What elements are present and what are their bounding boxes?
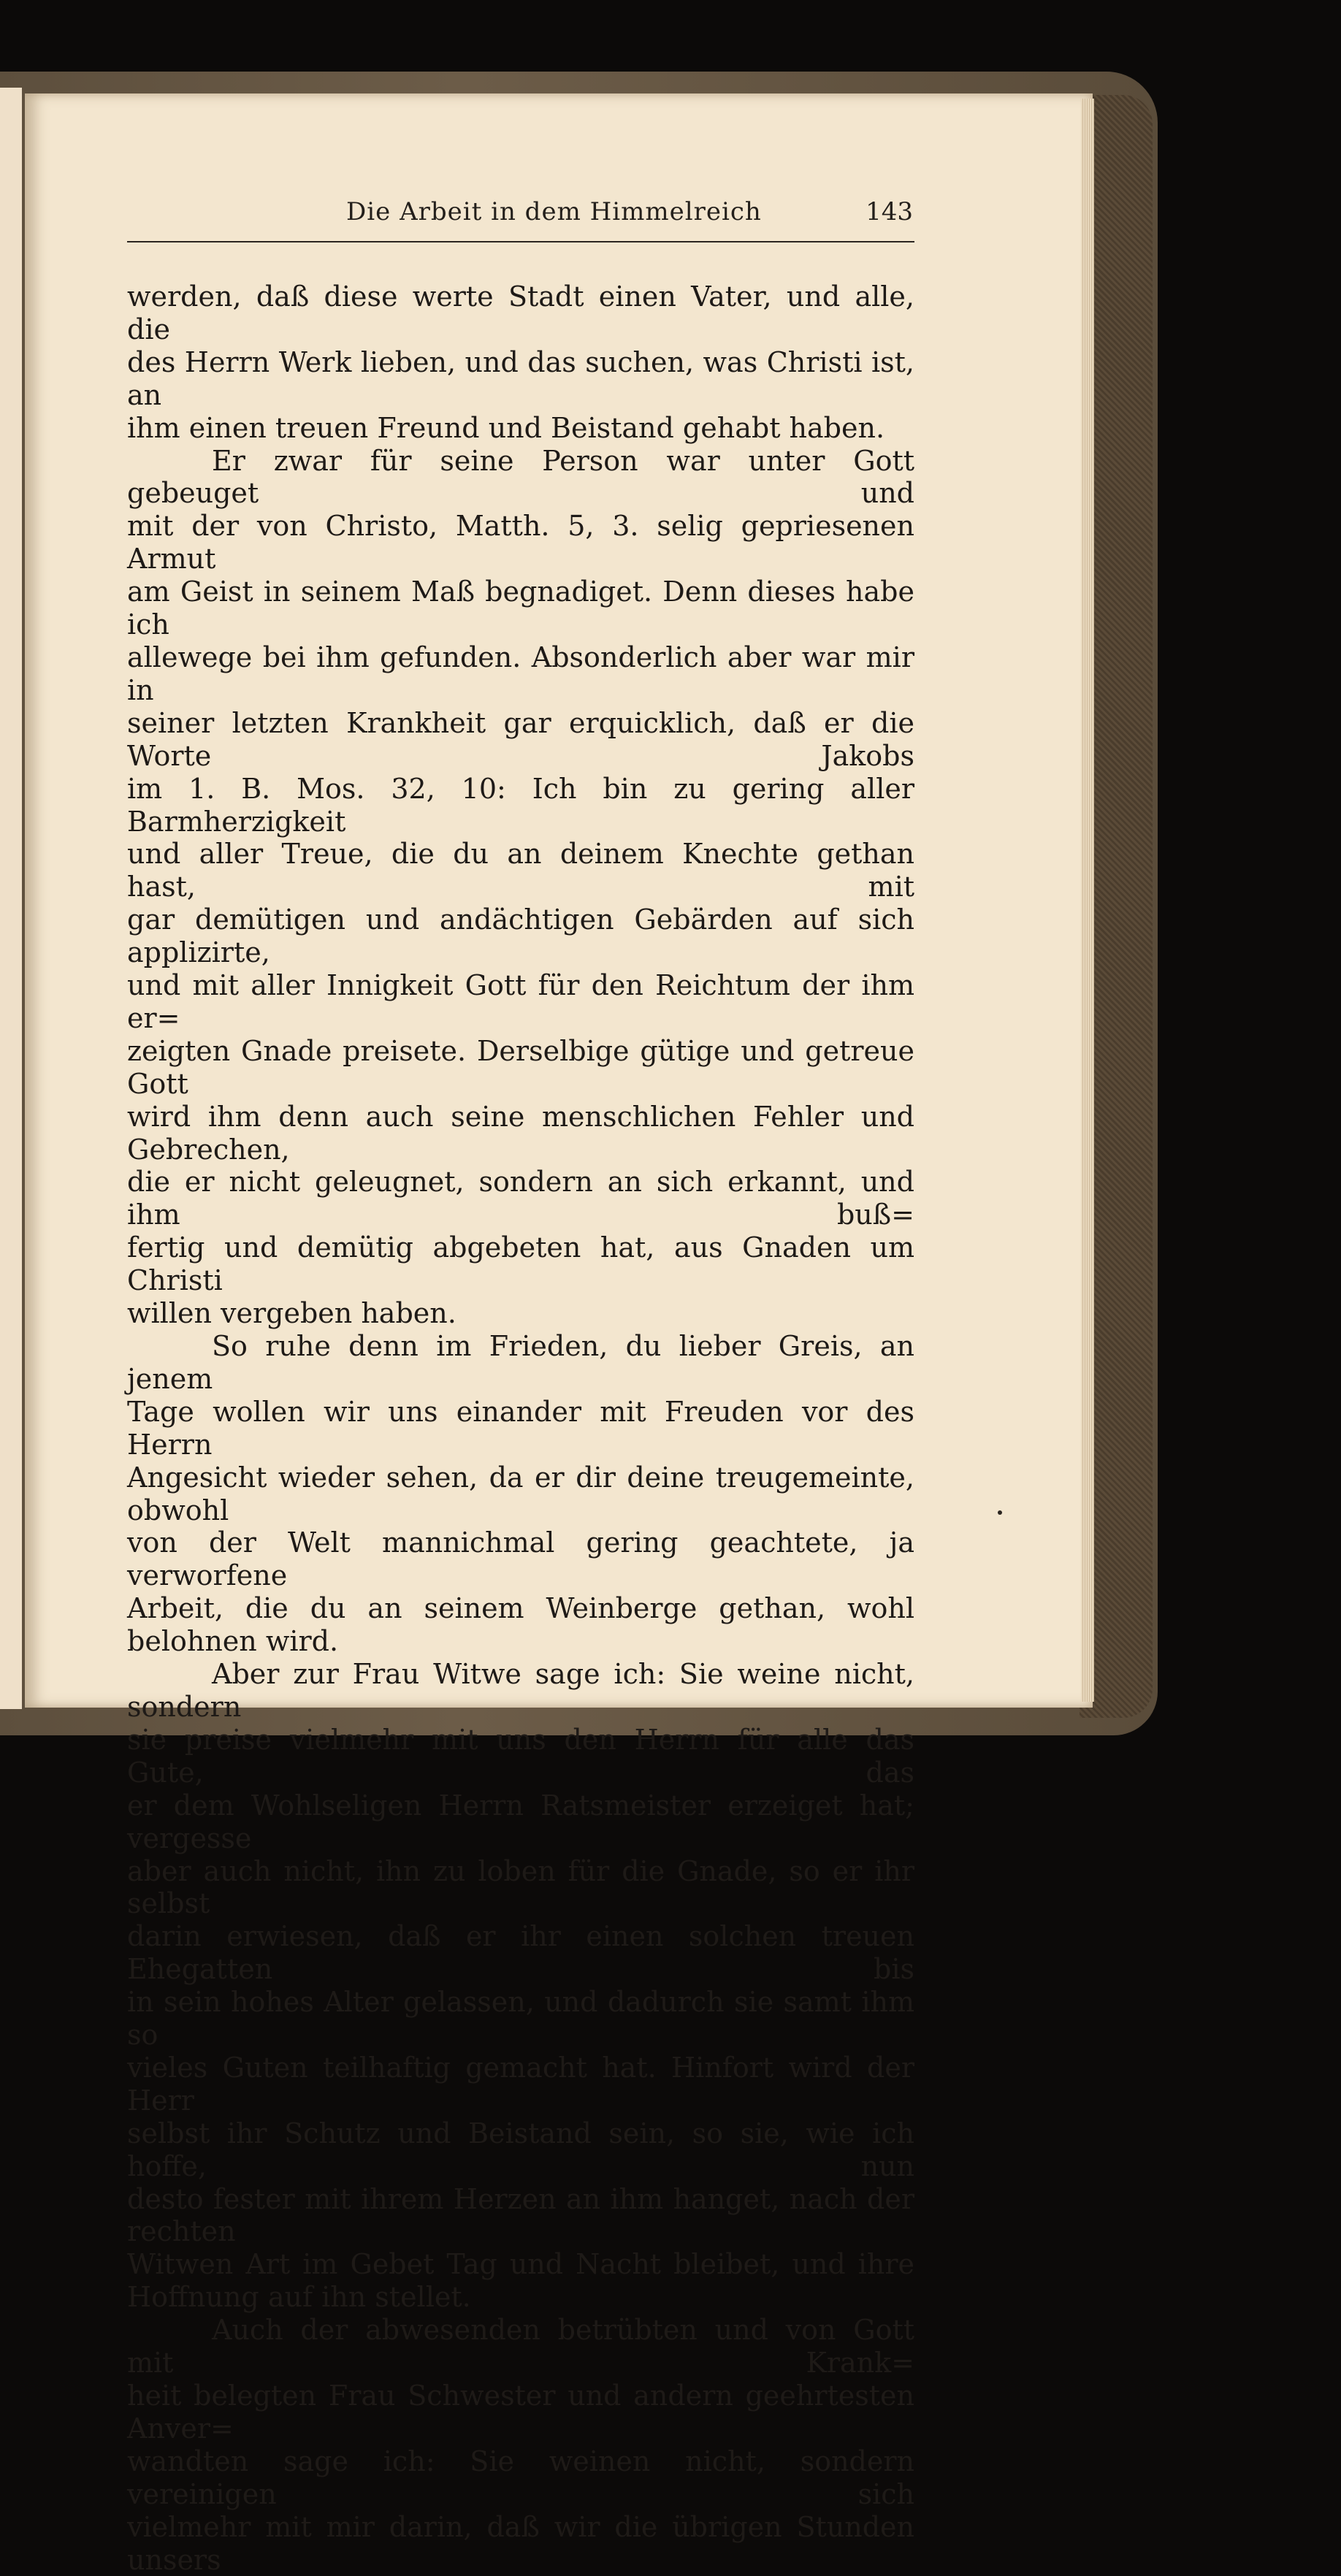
text-line: zeigten Gnade preisete. Derselbige gütige und getreue Gott bbox=[127, 1034, 914, 1100]
text-line: fertig und demütig abgebeten hat, aus Gnaden um Christi bbox=[127, 1231, 914, 1297]
text-line: werden, daß diese werte Stadt einen Vater, und alle, die bbox=[127, 280, 914, 345]
text-line: ihm einen treuen Freund und Beistand gehabt haben. bbox=[127, 411, 885, 444]
text-line: und mit aller Innigkeit Gott für den Reichtum der ihm er= bbox=[127, 969, 914, 1034]
text-line: Hoffnung auf ihn stellet. bbox=[127, 2281, 471, 2314]
running-title: Die Arbeit in dem Himmelreich bbox=[346, 197, 762, 226]
left-page-edge bbox=[0, 88, 22, 1709]
text-line: seiner letzten Krankheit gar erquicklich, daß er die Worte Jakobs bbox=[127, 706, 914, 772]
text-line: Aber zur Frau Witwe sage ich: Sie weine nicht, sondern bbox=[127, 1658, 914, 1723]
text-line: von der Welt mannichmal gering geachtete, ja verworfene bbox=[127, 1526, 914, 1592]
page-edges bbox=[1081, 99, 1094, 1702]
text-line: in sein hohes Alter gelassen, und dadurch sie samt ihm so bbox=[127, 1986, 914, 2052]
text-line: darin erwiesen, daß er ihr einen solchen treuen Ehegatten bis bbox=[127, 1920, 914, 1986]
text-line: Arbeit, die du an seinem Weinberge gethan, wohl belohnen wird. bbox=[127, 1592, 914, 1658]
text-line: vielmehr mit mir darin, daß wir die übrigen Stunden unsers bbox=[127, 2510, 914, 2576]
body-text bbox=[127, 280, 914, 2576]
ink-speck bbox=[998, 1510, 1002, 1515]
text-line: die er nicht geleugnet, sondern an sich erkannt, und ihm buß= bbox=[127, 1166, 914, 1231]
text-line: wandten sage ich: Sie weinen nicht, sondern vereinigen sich bbox=[127, 2445, 914, 2510]
page-header bbox=[127, 197, 914, 242]
text-line: vieles Guten teilhaftig gemacht hat. Hinfort wird der Herr bbox=[127, 2051, 914, 2117]
text-line: Angesicht wieder sehen, da er dir deine treugemeinte, obwohl bbox=[127, 1461, 914, 1526]
text-line: er dem Wohlseligen Herrn Ratsmeister erzeiget hat; vergesse bbox=[127, 1789, 914, 1854]
text-line: allewege bei ihm gefunden. Absonderlich aber war mir in bbox=[127, 641, 914, 706]
page-number: 143 bbox=[866, 197, 913, 226]
text-line: und aller Treue, die du an deinem Knechte gethan hast, mit bbox=[127, 838, 914, 903]
text-line: selbst ihr Schutz und Beistand sein, so sie, wie ich hoffe, nun bbox=[127, 2117, 914, 2182]
text-line: des Herrn Werk lieben, und das suchen, was Christi ist, an bbox=[127, 345, 914, 411]
text-line: sie preise vielmehr mit uns den Herrn für alle das Gute, das bbox=[127, 1723, 914, 1789]
text-line: aber auch nicht, ihn zu loben für die Gnade, so er ihr selbst bbox=[127, 1854, 914, 1920]
text-line: heit belegten Frau Schwester und andern geehrtesten Anver= bbox=[127, 2380, 914, 2445]
text-line: Auch der abwesenden betrübten und von Gott mit Krank= bbox=[127, 2314, 914, 2380]
text-line: im 1. B. Mos. 32, 10: Ich bin zu gering aller Barmherzigkeit bbox=[127, 772, 914, 838]
text-line: wird ihm denn auch seine menschlichen Fehler und Gebrechen, bbox=[127, 1100, 914, 1166]
text-line: gar demütigen und andächtigen Gebärden auf sich applizirte, bbox=[127, 903, 914, 969]
text-line: mit der von Christo, Matth. 5, 3. selig gepriesenen Armut bbox=[127, 510, 914, 576]
text-line: Witwen Art im Gebet Tag und Nacht bleibet, und ihre bbox=[127, 2248, 914, 2281]
text-line: Er zwar für seine Person war unter Gott gebeuget und bbox=[127, 444, 914, 510]
text-line: So ruhe denn im Frieden, du lieber Greis, an jenem bbox=[127, 1330, 914, 1395]
text-line: am Geist in seinem Maß begnadiget. Denn dieses habe ich bbox=[127, 576, 914, 641]
text-line: willen vergeben haben. bbox=[127, 1297, 456, 1330]
text-line: Tage wollen wir uns einander mit Freuden vor des Herrn bbox=[127, 1395, 914, 1461]
text-line: desto fester mit ihrem Herzen an ihm hanget, nach der rechten bbox=[127, 2182, 914, 2248]
